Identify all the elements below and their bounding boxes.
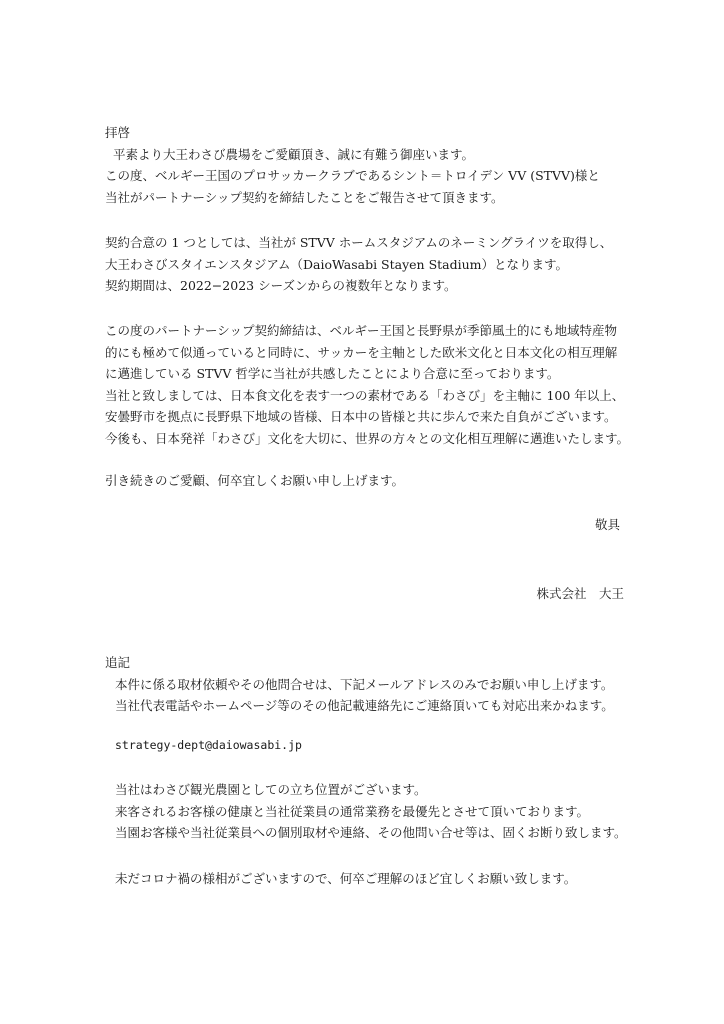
contact-email: strategy-dept@daiowasabi.jp	[115, 738, 302, 752]
greeting-line: この度、ベルギー王国のプロサッカークラブであるシント＝トロイデン VV (STVV)様と	[105, 168, 600, 183]
closing-line: 引き続きのご愛顧、何卒宜しくお願い申し上げます。	[105, 473, 405, 488]
company-name: 株式会社 大王	[536, 586, 624, 601]
policy-line: 当園お客様や当社従業員への個別取材や連絡、その他問い合せ等は、固くお断り致します。	[115, 825, 627, 840]
greeting-line: 当社がパートナーシップ契約を締結したことをご報告させて頂きます。	[105, 189, 504, 205]
notice-line: 当社代表電話やホームページ等のその他記載連絡先にご連絡頂いても対応出来かねます。	[115, 698, 614, 713]
opening-salutation: 拝啓	[105, 125, 131, 140]
policy-section	[105, 779, 635, 844]
background-section	[105, 320, 635, 449]
contract-line: 大王わさびスタイエンスタジアム（DaioWasabi Stayen Stadium）となります。	[105, 256, 569, 272]
email-section	[105, 735, 635, 757]
contract-line: 契約合意の 1 つとしては、当社が STVV ホームスタジアムのネーミングライツを取得し、	[105, 235, 613, 250]
background-line: 的にも極めて似通っていると同時に、サッカーを主軸とした欧米文化と日本文化の相互理解	[105, 344, 618, 360]
background-line: に邁進している STVV 哲学に当社が共感したことにより合意に至っております。	[105, 366, 560, 381]
opening-section	[105, 122, 635, 208]
postscript-section	[105, 652, 635, 717]
background-line: 今後も、日本発祥「わさび」文化を大切に、世界の方々との文化相互理解に邁進いたします。	[105, 430, 630, 446]
background-line: 当社と致しましては、日本食文化を表す一つの素材である「わさび」を主軸に 100 年以上、	[105, 387, 625, 403]
policy-line: 当社はわさび観光農園としての立ち位置がございます。	[115, 782, 427, 797]
contract-line: 契約期間は、2022−2023 シーズンからの複数年となります。	[105, 278, 457, 293]
background-line: この度のパートナーシップ契約締結は、ベルギー王国と長野県が季節風土的にも地域特産物	[105, 323, 618, 338]
postscript-heading: 追記	[105, 655, 131, 670]
closing-section	[105, 470, 635, 492]
contract-section	[105, 232, 635, 297]
sign-off: 敬具	[594, 517, 620, 532]
policy-line: 来客されるお客様の健康と当社従業員の通常業務を最優先とさせて頂いております。	[115, 803, 590, 819]
greeting-line: 平素より大王わさび農場をご愛顧頂き、誠に有難う御座います。	[113, 146, 475, 162]
background-line: 安曇野市を拠点に長野県下地域の皆様、日本中の皆様と共に歩んで来た自負がございます。	[105, 409, 617, 424]
covid-section	[105, 868, 635, 890]
covid-note: 未だコロナ禍の様相がございますので、何卒ご理解のほど宜しくお願い致します。	[115, 871, 577, 886]
notice-line: 本件に係る取材依頼やその他問合せは、下記メールアドレスのみでお願い申し上げます。	[115, 676, 614, 692]
